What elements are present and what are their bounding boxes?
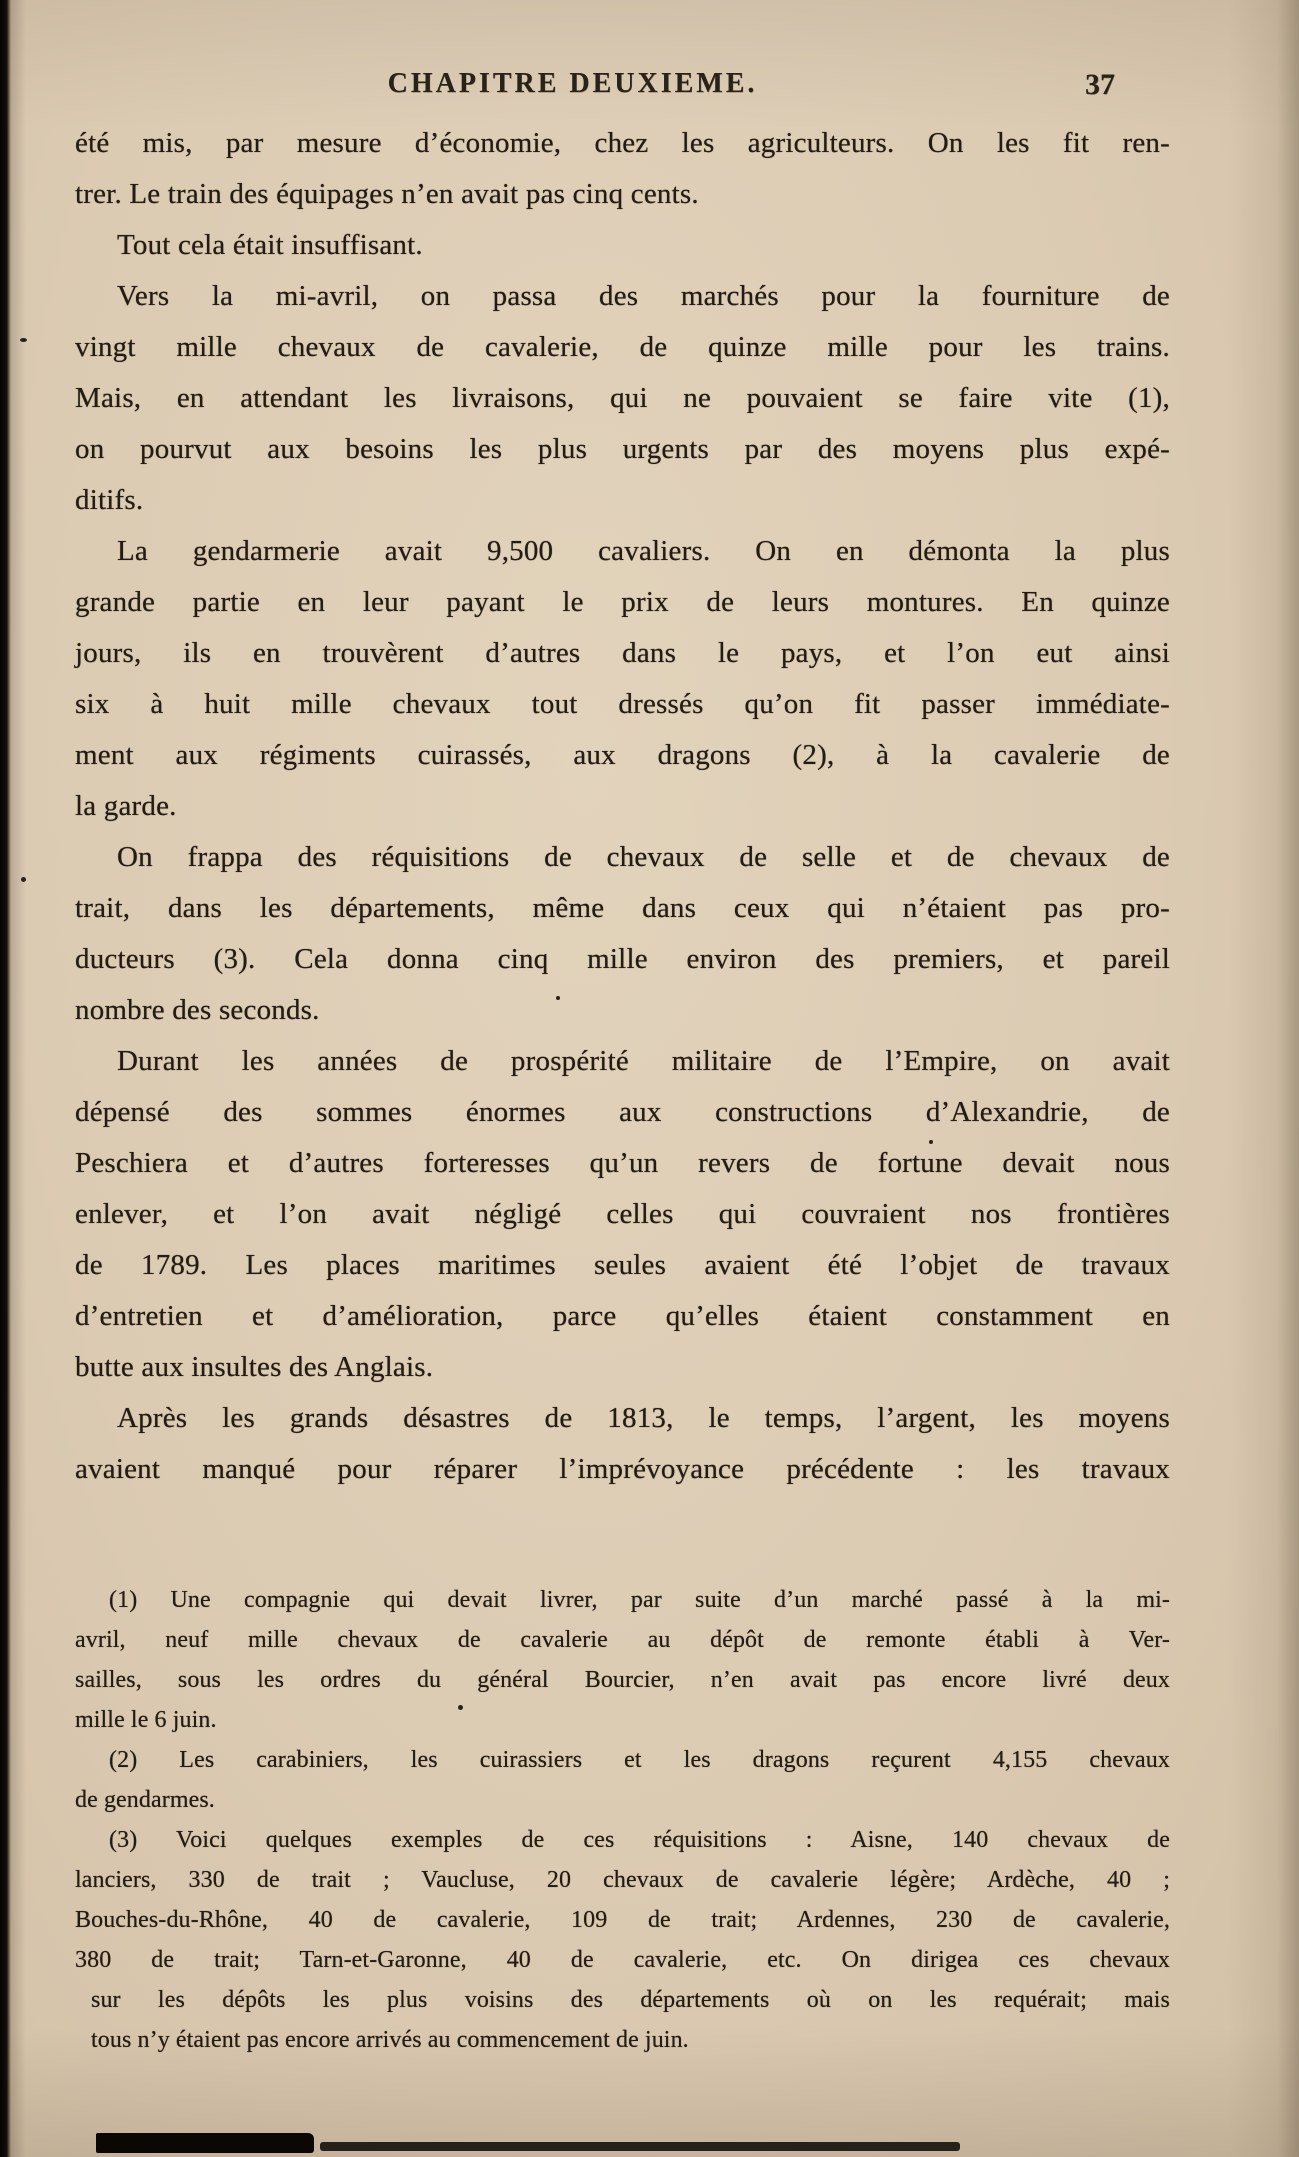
- footnote: [75, 1580, 1170, 1740]
- scan-speck: [21, 877, 26, 882]
- text-line: On frappa des réquisitions de chevaux de selle et de chevaux de: [117, 841, 1170, 873]
- text-line: (2) Les carabiniers, les cuirassiers et les dragons reçurent 4,155 chevaux: [109, 1747, 1170, 1773]
- text-line: enlever, et l’on avait négligé celles qui couvraient nos frontières: [75, 1198, 1170, 1230]
- page-header: [75, 68, 1170, 112]
- text-line: avaient manqué pour réparer l’imprévoyance précédente : les travaux: [75, 1453, 1170, 1485]
- text-line: ditifs.: [75, 484, 144, 516]
- text-line: ducteurs (3). Cela donna cinq mille environ des premiers, et pareil: [75, 943, 1170, 975]
- scan-artifact-bottom: [96, 2133, 314, 2153]
- text-line: jours, ils en trouvèrent d’autres dans le pays, et l’on eut ainsi: [75, 637, 1170, 669]
- text-line: butte aux insultes des Anglais.: [75, 1351, 434, 1383]
- text-line: lanciers, 330 de trait ; Vaucluse, 20 chevaux de cavalerie légère; Ardèche, 40 ;: [75, 1867, 1170, 1893]
- text-line: six à huit mille chevaux tout dressés qu’on fit passer immédiate-: [75, 688, 1170, 720]
- scan-speck: [458, 1705, 463, 1710]
- text-line: Après les grands désastres de 1813, le temps, l’argent, les moyens: [117, 1402, 1170, 1434]
- text-line: trait, dans les départements, même dans ceux qui n’étaient pas pro-: [75, 892, 1170, 924]
- text-line: avril, neuf mille chevaux de cavalerie au dépôt de remonte établi à Ver-: [75, 1627, 1170, 1653]
- text-line: la garde.: [75, 790, 177, 822]
- footnote: [75, 1740, 1170, 1820]
- scan-artifact-bottom-edge: [320, 2142, 960, 2151]
- text-line: on pourvut aux besoins les plus urgents par des moyens plus expé-: [75, 433, 1170, 465]
- text-line: Peschiera et d’autres forteresses qu’un revers de fortune devait nous: [75, 1147, 1170, 1179]
- text-line: d’entretien et d’amélioration, parce qu’elles étaient constamment en: [75, 1300, 1170, 1332]
- text-line: dépensé des sommes énormes aux constructions d’Alexandrie, de: [75, 1096, 1170, 1128]
- text-line: Bouches-du-Rhône, 40 de cavalerie, 109 de trait; Ardennes, 230 de cavalerie,: [75, 1907, 1170, 1933]
- text-line: mille le 6 juin.: [75, 1707, 217, 1733]
- text-line: trer. Le train des équipages n’en avait pas cinq cents.: [75, 178, 699, 210]
- text-line: (3) Voici quelques exemples de ces réquisitions : Aisne, 140 chevaux de: [109, 1827, 1170, 1853]
- text-line: Tout cela était insuffisant.: [117, 229, 423, 261]
- text-line: nombre des seconds.: [75, 994, 320, 1026]
- text-line: sailles, sous les ordres du général Bourcier, n’en avait pas encore livré deux: [75, 1667, 1170, 1693]
- text-line: Vers la mi-avril, on passa des marchés pour la fourniture de: [117, 280, 1170, 312]
- text-line: été mis, par mesure d’économie, chez les agriculteurs. On les fit ren-: [75, 127, 1170, 159]
- text-line: grande partie en leur payant le prix de leurs montures. En quinze: [75, 586, 1170, 618]
- scan-edge-left: [0, 0, 11, 2157]
- footnote: [75, 1820, 1170, 2060]
- text-line: Durant les années de prospérité militaire de l’Empire, on avait: [117, 1045, 1170, 1077]
- text-line: de gendarmes.: [75, 1787, 215, 1813]
- text-line: (1) Une compagnie qui devait livrer, par suite d’un marché passé à la mi-: [109, 1587, 1170, 1613]
- text-line: La gendarmerie avait 9,500 cavaliers. On en démonta la plus: [117, 535, 1170, 567]
- chapter-title: CHAPITRE DEUXIEME.: [387, 68, 758, 99]
- scan-speck: [20, 338, 27, 342]
- body-text: [75, 118, 1170, 1495]
- text-line: de 1789. Les places maritimes seules avaient été l’objet de travaux: [75, 1249, 1170, 1281]
- scan-speck: [556, 996, 560, 1000]
- text-line: tous n’y étaient pas encore arrivés au commencement de juin.: [91, 2027, 689, 2053]
- text-line: Mais, en attendant les livraisons, qui ne pouvaient se faire vite (1),: [75, 382, 1170, 414]
- scan-speck: [929, 1140, 933, 1144]
- page-number: 37: [1085, 68, 1115, 101]
- text-line: vingt mille chevaux de cavalerie, de quinze mille pour les trains.: [75, 331, 1170, 363]
- text-line: 380 de trait; Tarn-et-Garonne, 40 de cavalerie, etc. On dirigea ces chevaux: [75, 1947, 1170, 1973]
- text-line: sur les dépôts les plus voisins des départements où on les requérait; mais: [91, 1987, 1170, 2013]
- text-line: ment aux régiments cuirassés, aux dragons (2), à la cavalerie de: [75, 739, 1170, 771]
- footnotes: [75, 1580, 1170, 2060]
